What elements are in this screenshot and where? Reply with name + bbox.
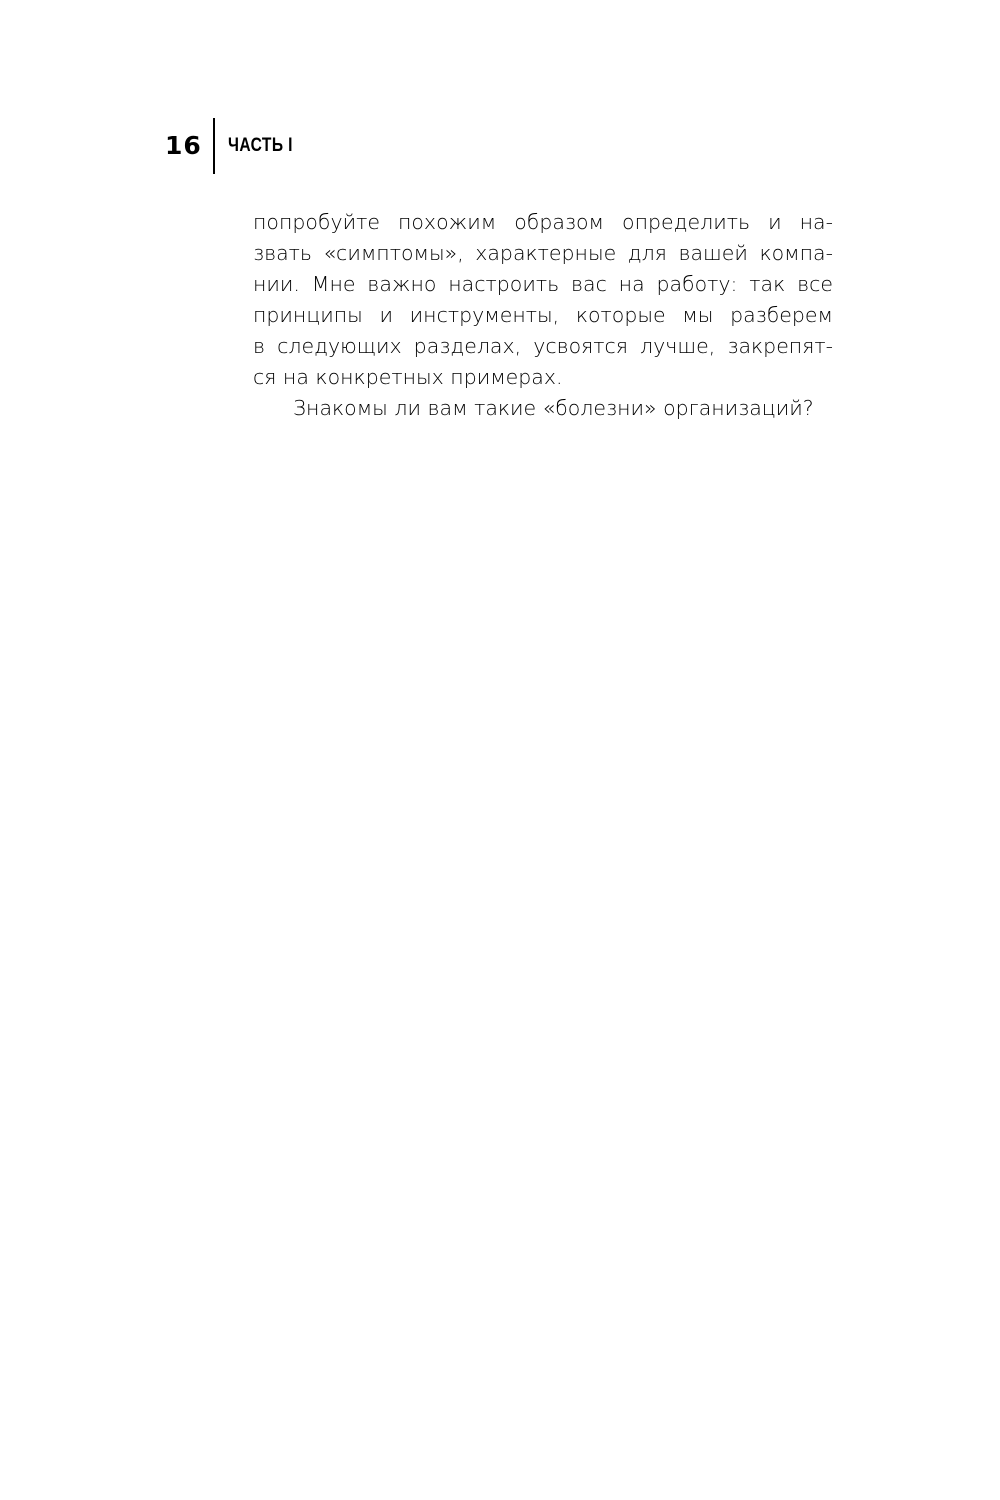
body-text	[253, 207, 833, 424]
text-line: принципы и инструменты, которые мы разберем	[253, 303, 833, 327]
text-line: ся на конкретных примерах.	[253, 365, 563, 389]
paragraph-question: Знакомы ли вам такие «болезни» организаций?	[293, 396, 814, 420]
running-header	[165, 118, 307, 174]
part-label: ЧАСТЬ I	[227, 135, 293, 156]
text-line: нии. Мне важно настроить вас на работу: так все	[253, 272, 833, 296]
header-divider	[213, 118, 215, 174]
page-number: 16	[165, 131, 202, 160]
text-line: попробуйте похожим образом определить и на-	[253, 210, 833, 234]
text-line: звать «симптомы», характерные для вашей компа-	[253, 241, 833, 265]
text-line: в следующих разделах, усвоятся лучше, закрепят-	[253, 334, 833, 358]
